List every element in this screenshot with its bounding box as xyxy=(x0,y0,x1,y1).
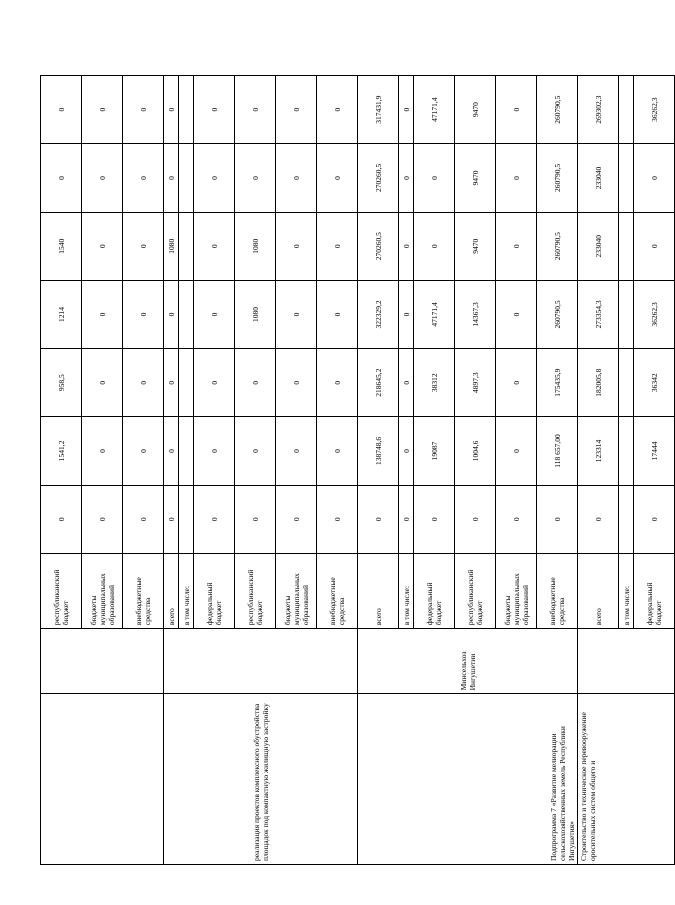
value-cell: 233040 xyxy=(578,212,619,280)
value-cell xyxy=(179,212,194,280)
value-cell: 14367,3 xyxy=(455,280,496,348)
empty-cell xyxy=(164,629,358,694)
value-cell: 0 xyxy=(455,485,496,553)
group-label-construction: Строительство и техническое перевооружение оросительных систем общего и xyxy=(578,694,675,865)
value-cell: 0 xyxy=(414,212,455,280)
value-cell: 1214 xyxy=(41,280,82,348)
value-cell xyxy=(619,76,634,144)
funding-label: бюджеты муниципальных образований xyxy=(82,553,123,628)
value-cell xyxy=(619,212,634,280)
funding-label: бюджеты муниципальных образований xyxy=(276,553,317,628)
funding-label: республиканский бюджет xyxy=(455,553,496,628)
value-cell: 260790,5 xyxy=(537,212,578,280)
value-cell: 36262,3 xyxy=(634,76,675,144)
value-cell: 0 xyxy=(358,485,399,553)
value-cell: 0 xyxy=(496,280,537,348)
value-cell: 0 xyxy=(399,76,414,144)
funding-label: в том числе: xyxy=(179,553,194,628)
value-cell: 270260,5 xyxy=(358,144,399,212)
value-cell xyxy=(179,417,194,485)
value-cell: 322329,2 xyxy=(358,280,399,348)
value-cell: 0 xyxy=(194,280,235,348)
value-cell: 0 xyxy=(164,280,179,348)
value-cell: 0 xyxy=(164,349,179,417)
value-cell: 0 xyxy=(276,349,317,417)
value-cell: 0 xyxy=(235,144,276,212)
value-cell: 0 xyxy=(317,485,358,553)
value-cell xyxy=(179,76,194,144)
value-cell: 0 xyxy=(414,485,455,553)
funding-label: внебюджетные средства xyxy=(537,553,578,628)
value-cell: 0 xyxy=(123,76,164,144)
rotated-page xyxy=(40,75,663,865)
value-cell: 317431,9 xyxy=(358,76,399,144)
value-cell: 38312 xyxy=(414,349,455,417)
funding-label: федеральный бюджет xyxy=(194,553,235,628)
value-cell: 0 xyxy=(235,485,276,553)
value-cell: 4897,3 xyxy=(455,349,496,417)
value-cell: 0 xyxy=(123,349,164,417)
value-cell: 182005,8 xyxy=(578,349,619,417)
value-cell: 0 xyxy=(496,349,537,417)
value-cell xyxy=(619,417,634,485)
value-cell: 0 xyxy=(164,76,179,144)
funding-label: бюджеты муниципальных образований xyxy=(496,553,537,628)
value-cell: 0 xyxy=(235,349,276,417)
value-cell: 0 xyxy=(194,76,235,144)
value-cell: 1004,6 xyxy=(455,417,496,485)
value-cell: 0 xyxy=(41,144,82,212)
value-cell: 0 xyxy=(496,485,537,553)
value-cell: 0 xyxy=(496,417,537,485)
group-label-realization: реализация проектов комплексного обустройства площадок под компактную жилищную застройку xyxy=(164,694,358,865)
value-cell: 1541,2 xyxy=(41,417,82,485)
funding-label: всего xyxy=(578,553,619,628)
value-cell: 0 xyxy=(496,144,537,212)
value-cell: 0 xyxy=(414,144,455,212)
value-cell: 0 xyxy=(82,485,123,553)
value-cell: 0 xyxy=(194,485,235,553)
value-cell: 218645,2 xyxy=(358,349,399,417)
value-cell: 9470 xyxy=(455,144,496,212)
value-cell: 0 xyxy=(82,280,123,348)
value-cell xyxy=(179,144,194,212)
value-cell xyxy=(619,280,634,348)
funding-label: республиканский бюджет xyxy=(235,553,276,628)
value-cell: 175435,9 xyxy=(537,349,578,417)
value-cell: 0 xyxy=(235,76,276,144)
value-cell: 0 xyxy=(399,349,414,417)
value-cell: 0 xyxy=(399,280,414,348)
value-cell: 123314 xyxy=(578,417,619,485)
budget-table xyxy=(40,75,675,865)
value-cell: 233040 xyxy=(578,144,619,212)
value-cell: 0 xyxy=(317,144,358,212)
value-cell: 0 xyxy=(123,144,164,212)
value-cell: 260790,5 xyxy=(537,76,578,144)
value-cell: 0 xyxy=(496,76,537,144)
value-cell: 0 xyxy=(194,349,235,417)
value-cell: 0 xyxy=(194,144,235,212)
value-cell: 47171,4 xyxy=(414,280,455,348)
funding-label: всего xyxy=(358,553,399,628)
value-cell: 138748,6 xyxy=(358,417,399,485)
value-cell xyxy=(179,485,194,553)
value-cell: 0 xyxy=(317,349,358,417)
value-cell: 9470 xyxy=(455,76,496,144)
value-cell: 0 xyxy=(578,485,619,553)
value-cell xyxy=(179,280,194,348)
funding-label: федеральный бюджет xyxy=(634,553,675,628)
value-cell: 0 xyxy=(634,212,675,280)
value-cell: 0 xyxy=(399,212,414,280)
value-cell: 273354,3 xyxy=(578,280,619,348)
value-cell: 0 xyxy=(399,485,414,553)
executor-label: Минсельхоз Ингушетии xyxy=(358,629,578,694)
empty-cell xyxy=(41,629,164,694)
value-cell: 0 xyxy=(399,144,414,212)
funding-label: в том числе: xyxy=(619,553,634,628)
value-cell: 0 xyxy=(317,417,358,485)
value-cell: 0 xyxy=(317,76,358,144)
value-cell: 0 xyxy=(276,417,317,485)
value-cell: 0 xyxy=(276,144,317,212)
value-cell: 0 xyxy=(82,144,123,212)
value-cell: 36342 xyxy=(634,349,675,417)
value-cell: 0 xyxy=(123,280,164,348)
value-cell: 0 xyxy=(537,485,578,553)
value-cell: 260790,5 xyxy=(537,280,578,348)
funding-label: в том числе: xyxy=(399,553,414,628)
value-cell: 0 xyxy=(276,76,317,144)
value-cell: 9470 xyxy=(455,212,496,280)
funding-label: федеральный бюджет xyxy=(414,553,455,628)
value-cell: 0 xyxy=(82,349,123,417)
value-cell: 1080 xyxy=(164,212,179,280)
value-cell: 17444 xyxy=(634,417,675,485)
value-cell: 0 xyxy=(276,212,317,280)
funding-label: всего xyxy=(164,553,179,628)
value-cell xyxy=(619,144,634,212)
funding-label: внебюджетные средства xyxy=(317,553,358,628)
funding-label: республиканский бюджет xyxy=(41,553,82,628)
value-cell: 0 xyxy=(317,212,358,280)
value-cell: 0 xyxy=(634,485,675,553)
value-cell: 0 xyxy=(123,212,164,280)
value-cell: 1080 xyxy=(235,212,276,280)
value-cell: 0 xyxy=(123,485,164,553)
value-cell: 0 xyxy=(276,485,317,553)
value-cell: 0 xyxy=(276,280,317,348)
value-cell: 0 xyxy=(41,485,82,553)
value-cell: 36262,3 xyxy=(634,280,675,348)
value-cell: 0 xyxy=(123,417,164,485)
value-cell: 1540 xyxy=(41,212,82,280)
value-cell: 0 xyxy=(82,417,123,485)
value-cell: 270260,5 xyxy=(358,212,399,280)
value-cell: 47171,4 xyxy=(414,76,455,144)
group-label-subprogram-7: Подпрограмма 7 «Развитие мелиорации сельскохозяйственных земель Республики Ингушетия» xyxy=(358,694,578,865)
value-cell: 0 xyxy=(235,417,276,485)
value-cell: 0 xyxy=(41,76,82,144)
empty-cell xyxy=(41,694,164,865)
value-cell: 0 xyxy=(194,212,235,280)
value-cell: 0 xyxy=(164,144,179,212)
value-cell: 269302,3 xyxy=(578,76,619,144)
value-cell xyxy=(619,485,634,553)
value-cell: 0 xyxy=(317,280,358,348)
value-cell xyxy=(179,349,194,417)
value-cell: 0 xyxy=(82,212,123,280)
value-cell xyxy=(619,349,634,417)
empty-cell xyxy=(578,629,675,694)
value-cell: 0 xyxy=(399,417,414,485)
value-cell: 19087 xyxy=(414,417,455,485)
value-cell: 0 xyxy=(164,485,179,553)
value-cell: 118 657,00 xyxy=(537,417,578,485)
value-cell: 1080 xyxy=(235,280,276,348)
value-cell: 260790,5 xyxy=(537,144,578,212)
value-cell: 0 xyxy=(82,76,123,144)
funding-label: внебюджетные средства xyxy=(123,553,164,628)
value-cell: 0 xyxy=(194,417,235,485)
value-cell: 0 xyxy=(634,144,675,212)
value-cell: 0 xyxy=(496,212,537,280)
value-cell: 958,5 xyxy=(41,349,82,417)
value-cell: 0 xyxy=(164,417,179,485)
